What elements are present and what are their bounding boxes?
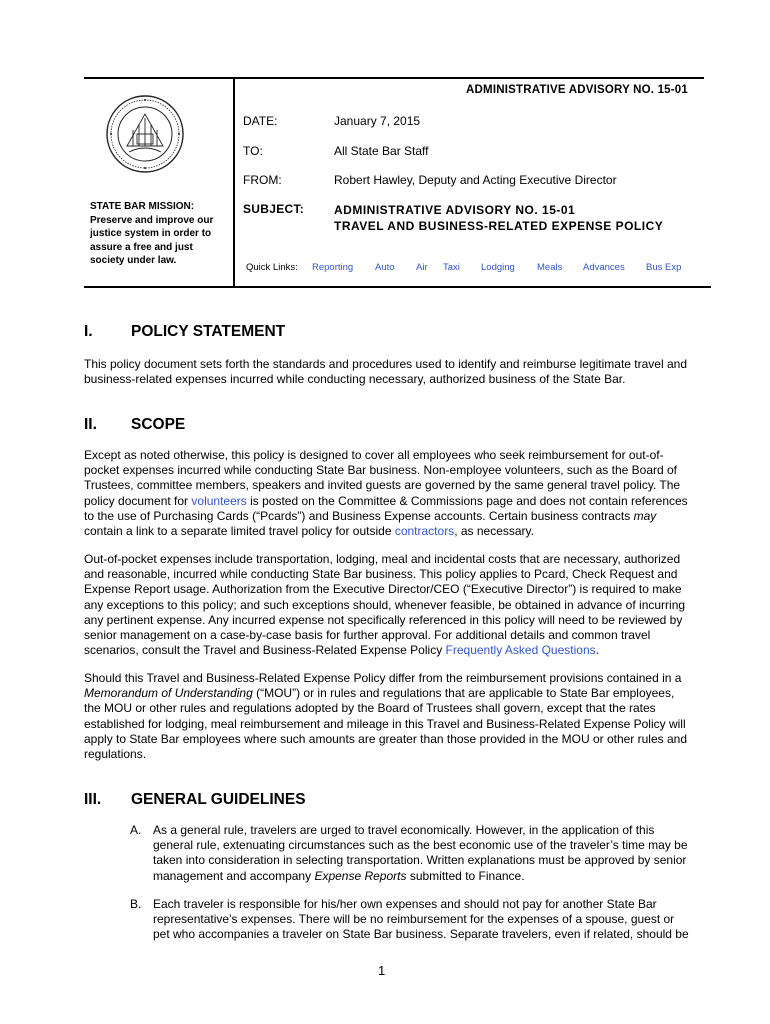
section-title: GENERAL GUIDELINES: [131, 791, 306, 808]
volunteers-link[interactable]: volunteers: [191, 493, 247, 508]
text-run: (“MOU”) or in rules and regulations that are applicable to State Bar employees, the MOU or other rules and regulations adopted by the Board of Trustees shall govern, except that the rates established for lodging, meal reimbursement and mileage in this Travel and Business-Related Expense Policy will apply to State Bar employees where such amounts are greater than those provided in the MOU or other rules and regulations.: [84, 686, 687, 762]
scope-paragraph-2: [84, 552, 690, 658]
page-number: 1: [378, 963, 386, 978]
header-top-rule: [84, 77, 704, 79]
mission-text: Preserve and improve our justice system in order to assure a free and just society under law.: [90, 214, 214, 266]
text-run: Should this Travel and Business-Related Expense Policy differ from the reimbursement provisions contained in a: [84, 671, 682, 685]
mission-statement: [90, 200, 222, 268]
item-letter: B.: [130, 897, 142, 911]
text-run: contain a link to a separate limited travel policy for outside: [84, 524, 395, 539]
text-run: is posted on the Committee & Commissions page and does not contain references to the use of Purchasing Cards (“Pcards”) and Business Expense accounts. Certain business contracts: [84, 493, 688, 523]
header-bottom-rule: [84, 286, 711, 288]
quick-link-auto[interactable]: Auto: [375, 262, 395, 273]
quick-link-meals[interactable]: Meals: [537, 262, 563, 273]
quick-link-lodging[interactable]: Lodging: [481, 262, 515, 273]
subject-label: SUBJECT:: [243, 202, 305, 216]
text-run: , as necessary.: [454, 524, 534, 539]
from-label: FROM:: [243, 173, 282, 187]
item-text: [153, 823, 690, 884]
contractors-link[interactable]: contractors: [394, 524, 455, 539]
advisory-number: ADMINISTRATIVE ADVISORY NO. 15-01: [466, 84, 688, 96]
policy-statement-paragraph: This policy document sets forth the standards and procedures used to identify and reimburse legitimate travel and business-related expenses incurred while conducting necessary, authorized business of the State Bar.: [84, 357, 687, 387]
quick-links-label: Quick Links:: [246, 262, 298, 273]
date-value: January 7, 2015: [334, 114, 421, 128]
subject-line-2: TRAVEL AND BUSINESS-RELATED EXPENSE POLICY: [334, 219, 664, 233]
scope-paragraph-3: [84, 671, 690, 762]
to-label: TO:: [243, 144, 263, 158]
section-number: II.: [84, 416, 97, 433]
date-label: DATE:: [243, 114, 278, 128]
quick-link-air[interactable]: Air: [416, 262, 428, 273]
to-value: All State Bar Staff: [334, 144, 429, 158]
subject-value: [334, 202, 663, 234]
scope-paragraph-1: [84, 448, 690, 539]
quick-link-reporting[interactable]: Reporting: [312, 262, 354, 273]
text-run: As a general rule, travelers are urged to travel economically. However, in the application of this general rule, extenuating circumstances such as the best economic use of the traveler’s time may be taken into consideration in selecting transportation. Written explanations must be approved by senior management and accompany: [153, 823, 688, 883]
state-bar-seal-icon: [105, 94, 185, 174]
item-letter: A.: [130, 823, 142, 837]
emphasis: may: [633, 508, 657, 523]
from-value: Robert Hawley, Deputy and Acting Executive Director: [334, 173, 617, 187]
quick-link-bus-exp[interactable]: Bus Exp: [646, 262, 682, 273]
text-run: Except as noted otherwise, this policy is designed to cover all employees who seek reimbursement for out-of-pocket expenses incurred while conducting State Bar business. Non-employee volunteers, such as the Board of Trustees, committee members, speakers and invited guests are governed by the same general travel policy. The policy document for: [84, 448, 681, 508]
quick-link-taxi[interactable]: Taxi: [443, 262, 460, 273]
item-text: Each traveler is responsible for his/her own expenses and should not pay for another State Bar representative’s expenses. There will be no reimbursement for the expenses of a spouse, guest or pet who accompanies a traveler on State Bar business. Separate travelers, even if related, should be: [153, 897, 689, 942]
section-title: SCOPE: [131, 416, 186, 433]
text-run: submitted to Finance.: [406, 868, 525, 883]
mission-label: STATE BAR MISSION:: [90, 201, 195, 212]
faq-link[interactable]: Frequently Asked Questions: [445, 643, 596, 658]
text-run: Out-of-pocket expenses include transportation, lodging, meal and incidental costs that are necessary, authorized and reasonable, incurred while conducting State Bar business. This policy applies to Pcard, Check Request and Expense Report usage. Authorization from the Executive Director/CEO (“Executive Director”) is required to make any exceptions to this policy; and such exceptions should, whenever feasible, be obtained in advance of incurring any pertinent expense. Any incurred expense not specifically referenced in this policy will need to be reviewed by senior management on a case-by-case basis for further approval. For additional details and common travel scenarios, consult the Travel and Business-Related Expense Policy: [84, 552, 686, 658]
text-run: .: [595, 643, 599, 658]
section-number: III.: [84, 791, 102, 808]
section-number: I.: [84, 323, 93, 340]
subject-line-1: ADMINISTRATIVE ADVISORY NO. 15-01: [334, 203, 576, 217]
header-divider: [233, 79, 235, 287]
emphasis: Expense Reports: [314, 868, 407, 883]
emphasis: Memorandum of Understanding: [84, 686, 253, 701]
quick-link-advances[interactable]: Advances: [583, 262, 625, 273]
section-title: POLICY STATEMENT: [131, 323, 286, 340]
